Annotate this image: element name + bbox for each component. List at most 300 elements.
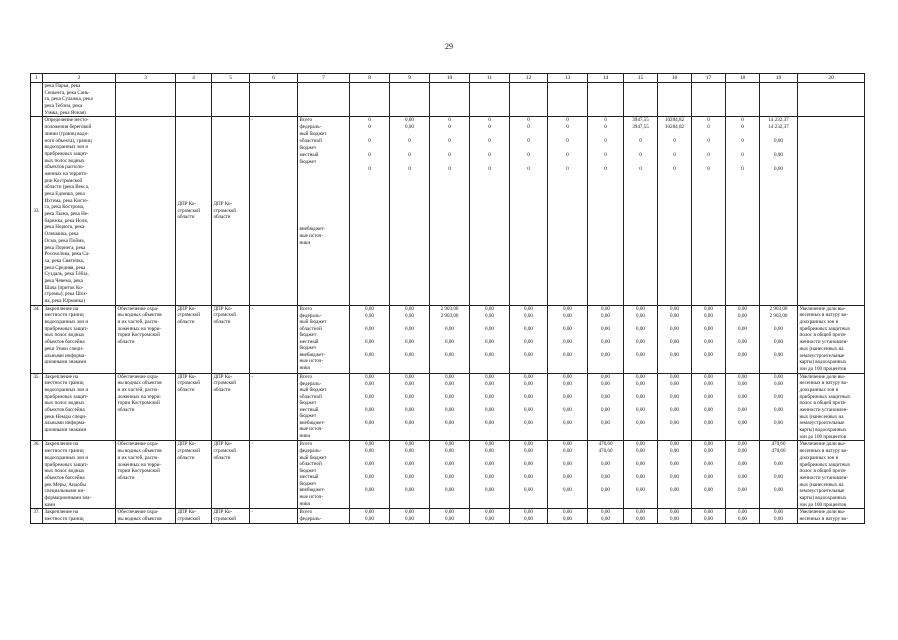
amount-value: 0 [707, 152, 710, 159]
amount-value: 0,00 [670, 393, 679, 400]
amount-value: 0,00 [445, 393, 454, 400]
amount-cell [726, 373, 760, 441]
amount-value: 0,00 [738, 487, 747, 494]
column-number: 16 [658, 74, 692, 83]
amount-value: 0,00 [774, 351, 783, 358]
cell-dash: - [250, 441, 298, 509]
amount-value: 0,00 [636, 380, 645, 387]
amount-value: 0,00 [405, 487, 414, 494]
amount-value: 0,00 [365, 393, 374, 400]
amount-value: 0,00 [405, 124, 414, 131]
funding-source-line: местный [299, 474, 319, 481]
amount-value: 0,00 [738, 461, 747, 468]
text-line: рии Костромской [44, 177, 83, 184]
amount-value: 0 [408, 138, 411, 145]
funding-source-line: бюджет [299, 159, 317, 166]
cell-empty [31, 83, 43, 117]
funding-source [300, 138, 348, 152]
amount-value: 0,00 [563, 325, 572, 332]
text-line: карты) водоохранных [799, 427, 847, 434]
amount-cell [624, 373, 658, 441]
amount-value: 0,00 [445, 380, 454, 387]
column-number: 12 [510, 74, 548, 83]
cell-target-indicator [798, 305, 865, 373]
amount-cell [470, 117, 510, 305]
amount-value: 0,00 [774, 474, 783, 481]
amount-value: 0,00 [563, 441, 572, 448]
amount-cell [588, 373, 624, 441]
amount-value: 2 903,00 [440, 305, 459, 312]
column-number: 8 [350, 74, 390, 83]
cell-participant [212, 117, 250, 305]
text-line: стромской [177, 312, 201, 319]
amount-value: 0,00 [524, 509, 533, 516]
text-line: карты) водоохранных [799, 494, 847, 501]
column-number: 13 [548, 74, 588, 83]
amount-value: 0,00 [563, 509, 572, 516]
amount-cell [726, 441, 760, 509]
amount-value: 0 [566, 117, 569, 124]
amount-cell [588, 441, 624, 509]
amount-value: 0,00 [601, 325, 610, 332]
amount-value: 0 [527, 166, 530, 173]
amount-cell [470, 373, 510, 441]
text-line: ных полос водных [44, 332, 85, 339]
amount-cell [658, 117, 692, 305]
amount-cell [430, 509, 470, 524]
funding-source-line: бюджет [299, 468, 317, 475]
funding-source-line: Всего [299, 305, 312, 312]
amount-value: 0,00 [524, 461, 533, 468]
table-row [31, 441, 865, 509]
cell-empty [658, 83, 692, 117]
amount-cell [760, 441, 798, 509]
amount-cell [510, 373, 548, 441]
text-line: стромы), река Шох- [44, 291, 88, 298]
amount-value: 0 [408, 152, 411, 159]
amount-value: 0 [673, 166, 676, 173]
amount-value: 0,00 [365, 312, 374, 319]
amount-value: 0,00 [704, 380, 713, 387]
text-line: река Тебзна, река [44, 103, 83, 110]
row-number: 35. [31, 373, 43, 441]
amount-value: 0,00 [365, 305, 374, 312]
amount-value: 0 [741, 138, 744, 145]
amount-value: 0,00 [704, 312, 713, 319]
text-line: доохранных зон и [799, 386, 839, 393]
amount-value: 0 [448, 166, 451, 173]
row-number: 34. [31, 305, 43, 373]
amount-value: 0 [604, 152, 607, 159]
text-line: области [213, 214, 231, 221]
amount-value: 0,00 [365, 373, 374, 380]
text-line: женности установлен- [799, 339, 849, 346]
text-line: несенных в натуру во- [799, 380, 849, 387]
text-line: полос в общей протя- [799, 332, 847, 339]
row-number: 36. [31, 441, 43, 509]
amount-value: 0,00 [636, 419, 645, 426]
amount-value: 0,00 [563, 351, 572, 358]
amount-cell [470, 509, 510, 524]
amount-value: 0,00 [524, 325, 533, 332]
amount-value: 14 232,37 [768, 124, 789, 131]
text-line: водоохранных зон и [44, 386, 89, 393]
funding-source [300, 487, 348, 507]
amount-value: 0,00 [738, 448, 747, 455]
amount-value: 3947,55 [632, 124, 649, 131]
amount-cell [726, 509, 760, 524]
amount-value: 0,00 [365, 461, 374, 468]
amount-value: 0,00 [704, 487, 713, 494]
text-line: Увеличение доли вы- [799, 441, 846, 448]
funding-source-line: федераль- [299, 380, 322, 387]
amount-cell [390, 373, 430, 441]
amount-value: 0,00 [704, 373, 713, 380]
amount-cell [658, 305, 692, 373]
funding-source-line: областной [299, 461, 322, 468]
amount-value: 0,00 [636, 325, 645, 332]
amount-value: 0,00 [738, 338, 747, 345]
cell-event-name [43, 305, 116, 373]
amount-cell [470, 441, 510, 509]
text-line: ны водных объектов [117, 448, 162, 455]
text-line: Закрепление на [44, 305, 79, 312]
amount-cell [692, 305, 726, 373]
amount-value: 14 232,37 [768, 117, 789, 124]
amount-value: 0,00 [485, 325, 494, 332]
text-line: ДПР Ко- [213, 441, 233, 448]
funding-source-line: внебюджет- [299, 226, 326, 233]
amount-value: 0,00 [704, 474, 713, 481]
text-line: землеустроительные [799, 488, 845, 495]
amount-value: 0,00 [670, 373, 679, 380]
text-line: объектов бассейна [44, 339, 85, 346]
amount-value: 0 [566, 138, 569, 145]
amount-value: 2 903,00 [769, 312, 788, 319]
amount-value: 0,00 [636, 351, 645, 358]
amount-value: 0 [566, 124, 569, 131]
funding-source-line: ный бюджет [299, 455, 327, 462]
amount-value: 470,60 [771, 448, 786, 455]
text-line: тории Костромской [117, 468, 160, 475]
amount-value: 0 [673, 152, 676, 159]
column-number: 1 [31, 74, 43, 83]
amount-value: 470,60 [598, 441, 613, 448]
funding-source [300, 407, 348, 420]
text-line: и их частей, распо- [117, 319, 159, 326]
amount-value: 0,00 [524, 312, 533, 319]
amount-value: 0,00 [365, 474, 374, 481]
amount-value: 0,00 [636, 461, 645, 468]
text-line: женности установлен- [799, 474, 849, 481]
amount-value: 0,00 [601, 338, 610, 345]
cell-empty [390, 83, 430, 117]
text-line: ных (нанесенных на [799, 345, 844, 352]
text-line: ложенных на терри- [117, 393, 162, 400]
text-line: Обеспечение охра- [117, 305, 159, 312]
amount-value: 0,00 [445, 474, 454, 481]
amount-value: 0,00 [636, 338, 645, 345]
cell-executor [176, 441, 212, 509]
amount-value: 0,00 [774, 166, 783, 173]
amount-cell [390, 441, 430, 509]
funding-source-line: Всего [299, 509, 312, 516]
amount-value: 0,00 [774, 393, 783, 400]
amount-value: 0,00 [738, 406, 747, 413]
cell-empty [548, 83, 588, 117]
text-line: ны водных объектов [117, 380, 162, 387]
amount-value: 0,00 [563, 474, 572, 481]
amount-cell [390, 117, 430, 305]
amount-value: 0,00 [445, 373, 454, 380]
amount-cell [692, 117, 726, 305]
amount-value: 0,00 [704, 509, 713, 516]
amount-value: 470,60 [771, 441, 786, 448]
amount-cell [548, 117, 588, 305]
amount-value: 0 [527, 152, 530, 159]
amount-value: 0,00 [485, 448, 494, 455]
amount-value: 0,00 [405, 474, 414, 481]
amount-value: 0,00 [601, 305, 610, 312]
amount-value: 0,00 [704, 393, 713, 400]
amount-value: 0,00 [524, 373, 533, 380]
funding-source-line: ники [299, 365, 311, 372]
cell-dash: - [250, 117, 298, 305]
cell-event-name [43, 509, 116, 524]
amount-cell [658, 373, 692, 441]
funding-source [300, 339, 348, 352]
amount-cell [430, 305, 470, 373]
text-line: прибрежных защитных [799, 325, 851, 332]
amount-value: 0,00 [601, 474, 610, 481]
amount-cell [510, 305, 548, 373]
amount-cell [692, 373, 726, 441]
funding-source-line: ные источ- [299, 426, 324, 433]
cell-empty [470, 83, 510, 117]
amount-value: 0,00 [485, 474, 494, 481]
amount-cell [350, 441, 390, 509]
amount-value: 0,00 [670, 305, 679, 312]
amount-value: 0,00 [563, 393, 572, 400]
text-line: и их частей, распо- [117, 454, 159, 461]
amount-value: 0,00 [774, 380, 783, 387]
amount-value: 0,00 [485, 406, 494, 413]
text-line: несенных в натуру во- [799, 516, 849, 522]
column-number: 5 [212, 74, 250, 83]
funding-source-line: ные источ- [299, 358, 324, 365]
text-line: доохранных зон и [799, 454, 839, 461]
amount-value: 0,00 [601, 419, 610, 426]
text-line: ДПР Ко- [177, 373, 197, 380]
text-line: прибрежных защитных [799, 461, 851, 468]
table-row [31, 117, 865, 305]
text-line: Сеньеега, река Сань- [44, 89, 90, 96]
amount-value: 0 [673, 138, 676, 145]
amount-cell [624, 117, 658, 305]
funding-source-line: ники [299, 500, 311, 507]
amount-value: 0,00 [405, 351, 414, 358]
text-line: Обеспечение охра- [117, 509, 159, 516]
text-line: ны водных объектов [117, 312, 162, 319]
cell-empty [176, 83, 212, 117]
text-line: Увеличение доли вы- [799, 509, 846, 516]
cell-empty [430, 83, 470, 117]
text-line: стромской [213, 516, 237, 522]
amount-value: 0,00 [445, 351, 454, 358]
cell-empty [350, 83, 390, 117]
text-line: женности установлен- [799, 407, 849, 413]
text-line: прибрежных защитных [799, 393, 851, 400]
amount-value: 0,00 [636, 474, 645, 481]
amount-value: 0,00 [485, 509, 494, 516]
amount-value: 0,00 [738, 325, 747, 332]
amount-cell [510, 509, 548, 524]
amount-value: 0,00 [405, 373, 414, 380]
cell-dash: - [250, 509, 298, 524]
text-line: ционными знаками [44, 427, 87, 434]
text-line: ложенных на терри- [117, 461, 162, 468]
funding-source [300, 516, 348, 523]
column-number-row [31, 74, 865, 83]
amount-value: 0 [741, 124, 744, 131]
amount-value: 0 [448, 117, 451, 124]
amount-value: 0,00 [405, 312, 414, 319]
amount-value: 0,00 [445, 487, 454, 494]
amount-value: 0 [488, 152, 491, 159]
funding-source-line: местный [299, 406, 319, 413]
text-line: тории Костромской [117, 400, 160, 407]
amount-value: 0,00 [524, 406, 533, 413]
amount-value: 470,60 [598, 448, 613, 455]
amount-value: 0 [527, 124, 530, 131]
text-line: река Средняя, река [44, 264, 86, 271]
text-line: области [213, 454, 231, 461]
text-line: несенных в натуру во- [799, 448, 849, 455]
funding-source-line: областной [299, 325, 322, 332]
amount-cell [624, 441, 658, 509]
amount-value: 0 [527, 138, 530, 145]
text-line: ДПР Ко- [213, 305, 233, 312]
text-line: полос в общей протя- [799, 400, 847, 407]
text-line: Шача (приток Ко- [44, 284, 84, 291]
text-line: ного объекта), границ [44, 137, 92, 144]
text-line: положения береговой [44, 124, 92, 131]
amount-value: 0 [368, 124, 371, 131]
amount-cell [430, 441, 470, 509]
amount-value: 0,00 [601, 373, 610, 380]
amount-value: 0,00 [524, 305, 533, 312]
amount-value: 0,00 [524, 516, 533, 523]
cell-participant [212, 373, 250, 441]
amount-value: 0 [707, 166, 710, 173]
text-line: ных полос водных [44, 400, 85, 407]
amount-cell [548, 509, 588, 524]
funding-source-line: областной [299, 138, 322, 145]
amount-cell [430, 373, 470, 441]
cell-executor [176, 509, 212, 524]
amount-value: 0,00 [365, 509, 374, 516]
text-line: га, река Кострома, [44, 204, 85, 211]
text-line: стромской [177, 516, 201, 522]
funding-source-line: бюджет [299, 345, 317, 352]
text-line: на, река Юрманка) [44, 298, 86, 304]
amount-value: 0,00 [365, 325, 374, 332]
amount-value: 0 [604, 117, 607, 124]
amount-cell [588, 509, 624, 524]
cell-empty [298, 83, 350, 117]
cell-target-indicator [798, 509, 865, 524]
amount-value: 0,00 [365, 516, 374, 523]
funding-source-line: местный [299, 338, 319, 345]
cell-purpose [116, 305, 176, 373]
cell-funding-source [298, 509, 350, 524]
amount-value: 0,00 [405, 393, 414, 400]
amount-value: 0,00 [405, 419, 414, 426]
text-line: реки Немды специ- [44, 413, 87, 420]
text-line: река Порнега, река [44, 244, 86, 251]
amount-value: 0,00 [636, 487, 645, 494]
funding-source-line: Всего [299, 373, 312, 380]
cell-empty [798, 83, 865, 117]
text-line: стромской [213, 448, 237, 455]
amount-value: 0,00 [670, 380, 679, 387]
amount-value: 0,00 [774, 487, 783, 494]
amount-value: 0,00 [445, 448, 454, 455]
text-line: и их частей, распо- [117, 386, 159, 393]
amount-value: 0,00 [405, 325, 414, 332]
amount-value: 0,00 [704, 305, 713, 312]
text-line: Закрепление на [44, 509, 79, 516]
cell-empty [726, 83, 760, 117]
amount-value: 0,00 [524, 474, 533, 481]
amount-value: 0,00 [704, 516, 713, 523]
amount-value: 0,00 [704, 448, 713, 455]
amount-value: 0,00 [563, 406, 572, 413]
amount-value: 0,00 [485, 516, 494, 523]
column-number: 14 [588, 74, 624, 83]
cell-empty [510, 83, 548, 117]
amount-value: 0,00 [636, 305, 645, 312]
text-line: области [117, 474, 135, 481]
amount-value: 0,00 [563, 312, 572, 319]
text-line: Закрепление на [44, 373, 79, 380]
funding-source [300, 420, 348, 440]
amount-value: 0 [488, 117, 491, 124]
text-line: стромской [177, 207, 201, 214]
text-line: ных полос водных [44, 468, 85, 475]
text-line: специальными ин- [44, 488, 85, 495]
cell-event-name [43, 373, 116, 441]
cell-participant [212, 509, 250, 524]
table-row [31, 373, 865, 441]
amount-value: 0,00 [563, 448, 572, 455]
cell-target-indicator [798, 373, 865, 441]
text-line: Обеспечение охра- [117, 373, 159, 380]
funding-source [300, 448, 348, 461]
column-number: 17 [692, 74, 726, 83]
amount-value: 0,00 [636, 516, 645, 523]
amount-value: 0,00 [405, 448, 414, 455]
amount-cell [390, 305, 430, 373]
amount-value: 0 [527, 117, 530, 124]
amount-cell [470, 305, 510, 373]
text-line: зон до 100 процентов [799, 501, 846, 508]
text-line: река Парья, река [44, 83, 81, 89]
amount-value: 0,00 [670, 448, 679, 455]
text-line: ных полос водных [44, 157, 85, 164]
text-line: Увеличение доли вы- [799, 373, 846, 380]
text-line: Определение место- [44, 117, 89, 124]
